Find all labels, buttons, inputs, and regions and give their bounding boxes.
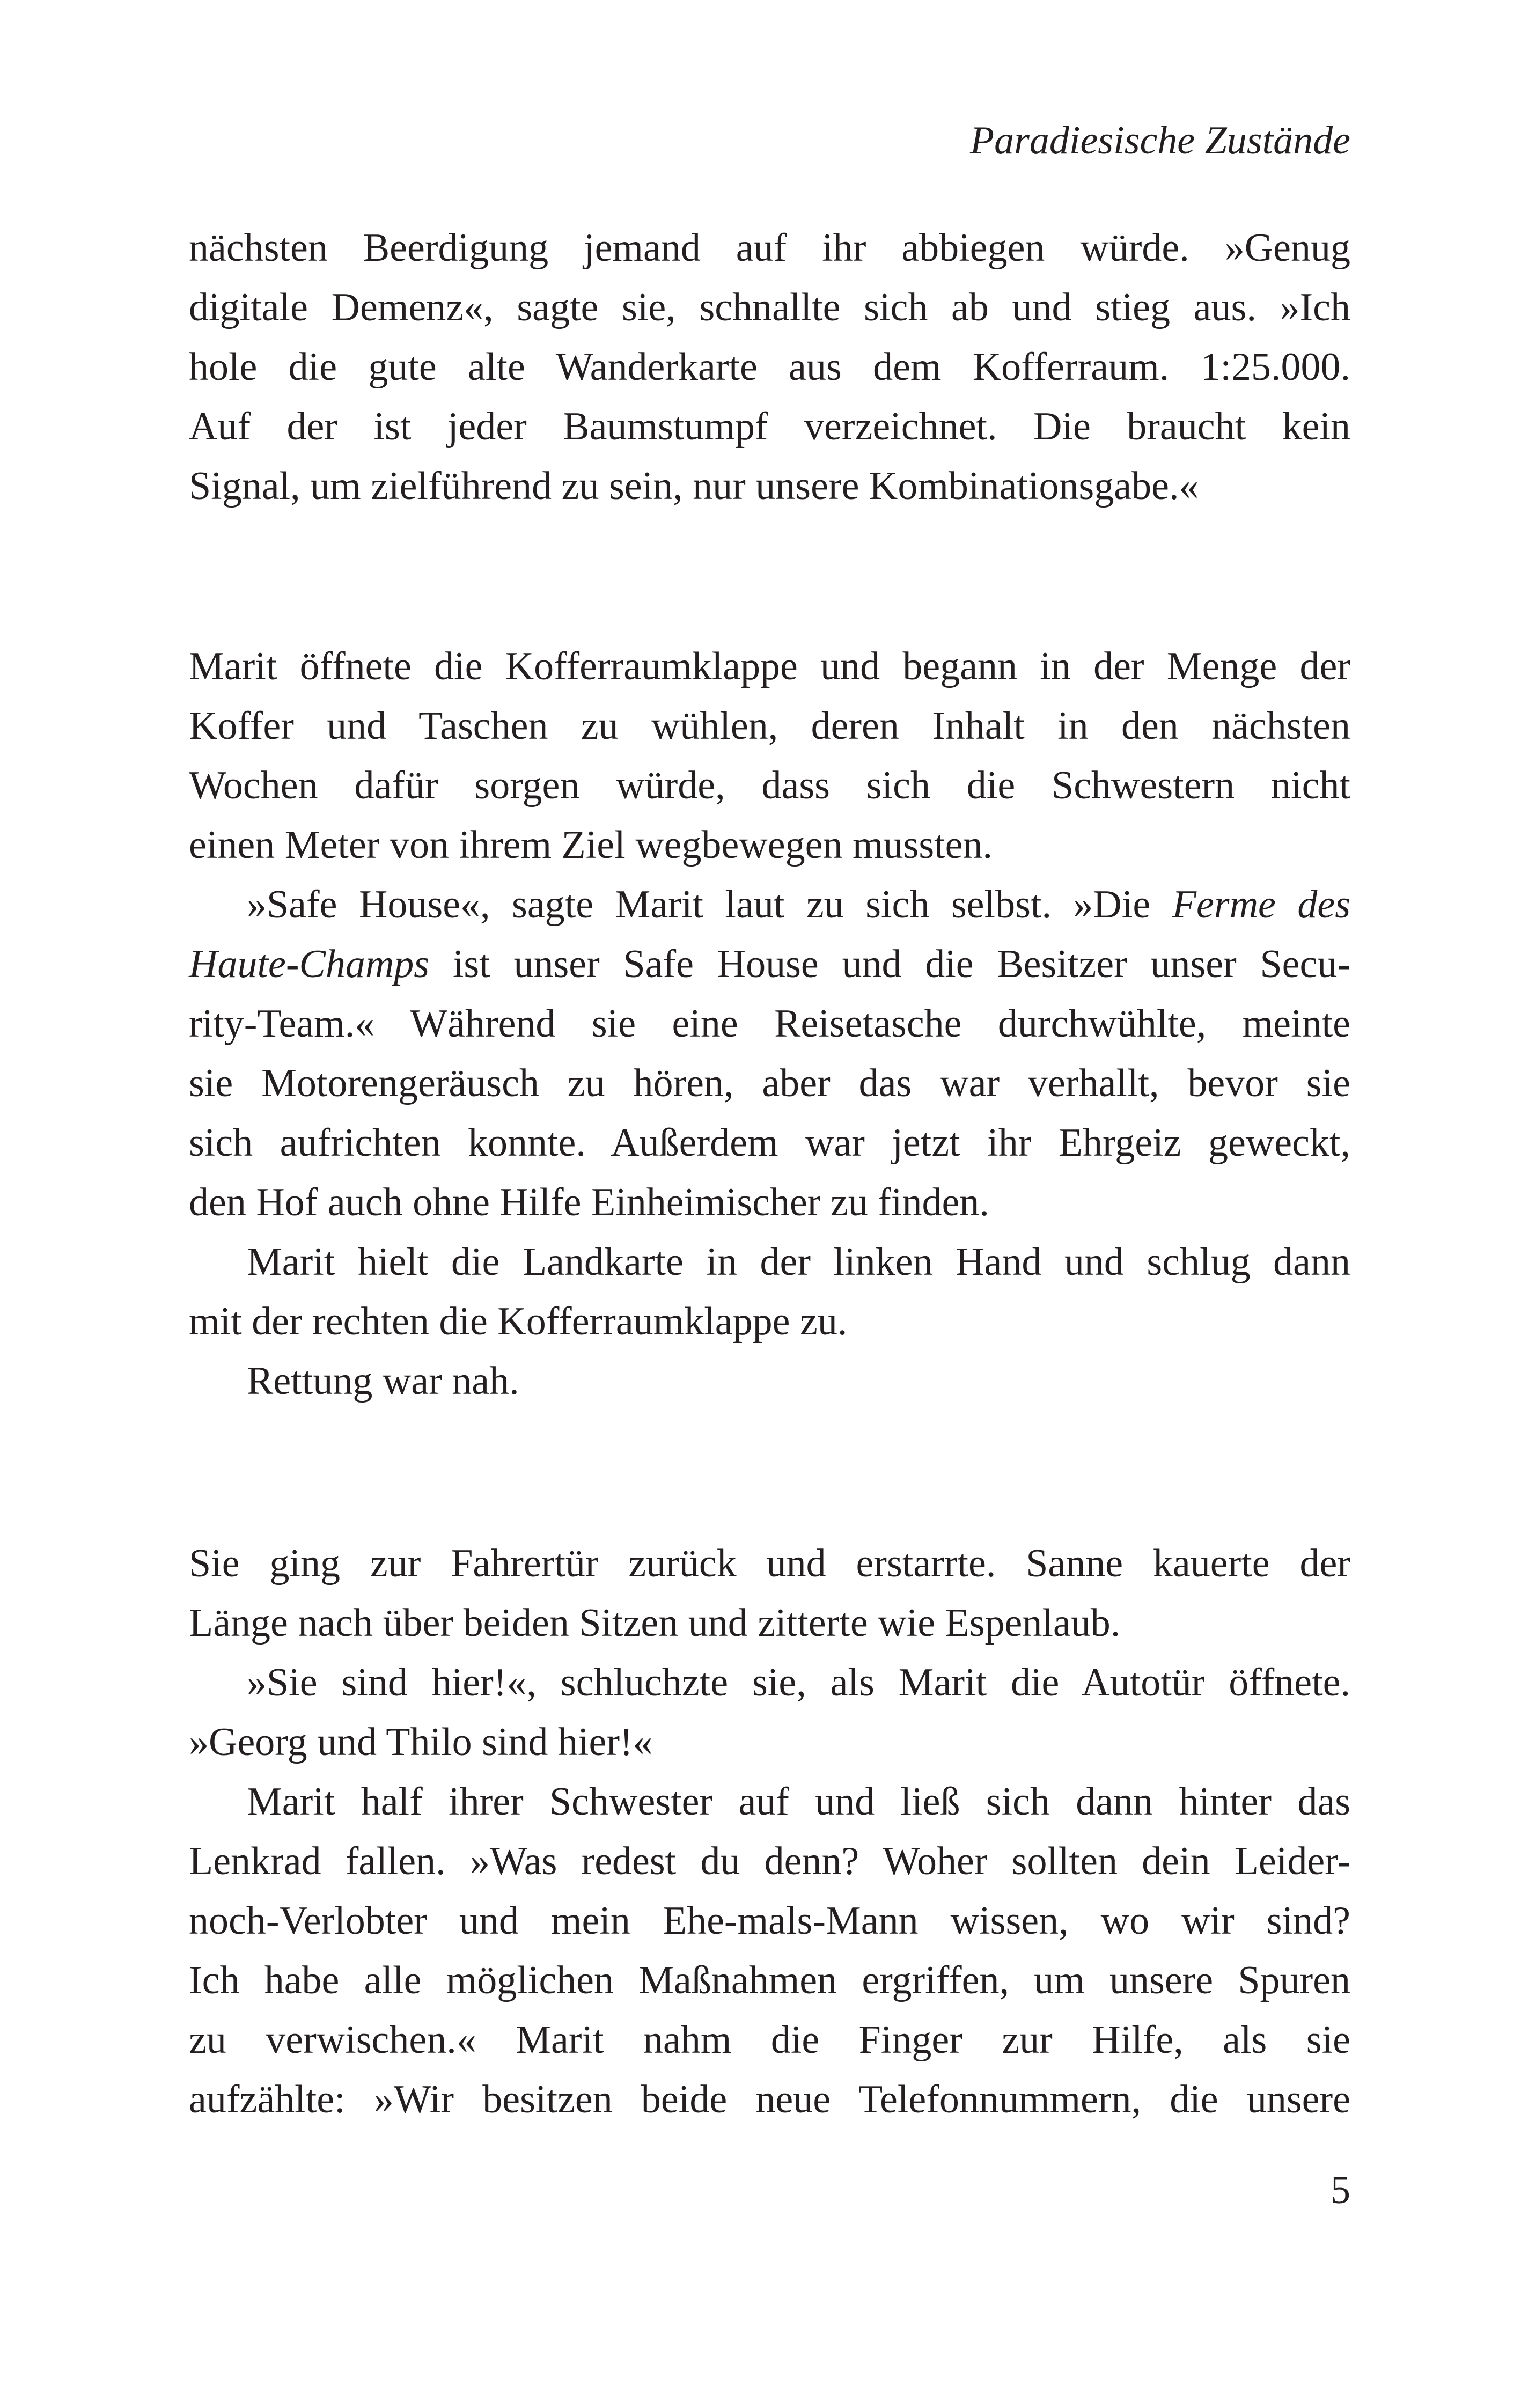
text-line: »Georg und Thilo sind hier!« xyxy=(189,1720,653,1764)
text-line: Auf der ist jeder Baumstumpf verzeichnet. Die braucht kein xyxy=(189,405,1350,449)
page-number: 5 xyxy=(1331,2168,1350,2212)
text-block-1 xyxy=(189,218,1350,516)
text-line: Marit hielt die Landkarte in der linken Hand und schlug dann xyxy=(247,1240,1350,1284)
text-line: aufzählte: »Wir besitzen beide neue Telefonnummern, die unsere xyxy=(189,2077,1350,2121)
text-line: Lenkrad fallen. »Was redest du denn? Woher sollten dein Leider- xyxy=(189,1839,1350,1883)
text-line: »Sie sind hier!«, schluchzte sie, als Marit die Autotür öffnete. xyxy=(247,1661,1350,1705)
text-line: Ich habe alle möglichen Maßnahmen ergriffen, um unsere Spuren xyxy=(189,1958,1350,2002)
text-line: Sie ging zur Fahrertür zurück und erstarrte. Sanne kauerte der xyxy=(189,1541,1350,1585)
text-block-2 xyxy=(189,637,1350,1411)
text-line: Länge nach über beiden Sitzen und zitterte wie Espenlaub. xyxy=(189,1601,1121,1645)
text-line: Wochen dafür sorgen würde, dass sich die Schwestern nicht xyxy=(189,763,1350,807)
text-line: Rettung war nah. xyxy=(247,1359,519,1403)
text-line: noch-Verlobter und mein Ehe-mals-Mann wissen, wo wir sind? xyxy=(189,1899,1350,1943)
text-line: rity-Team.« Während sie eine Reisetasche durchwühlte, meinte xyxy=(189,1002,1350,1046)
text-line: zu verwischen.« Marit nahm die Finger zur Hilfe, als sie xyxy=(189,2018,1350,2062)
text-line: mit der rechten die Kofferraumklappe zu. xyxy=(189,1300,848,1344)
text-line: hole die gute alte Wanderkarte aus dem Kofferraum. 1:25.000. xyxy=(189,345,1350,389)
text-block-3 xyxy=(189,1534,1350,2130)
text-line: Marit half ihrer Schwester auf und ließ sich dann hinter das xyxy=(247,1780,1350,1824)
text-line: Haute-Champs ist unser Safe House und die Besitzer unser Secu- xyxy=(189,942,1350,986)
running-header: Paradiesische Zustände xyxy=(969,119,1350,163)
text-line: sich aufrichten konnte. Außerdem war jetzt ihr Ehrgeiz geweckt, xyxy=(189,1121,1350,1165)
text-line: Marit öffnete die Kofferraumklappe und begann in der Menge der xyxy=(189,644,1350,688)
text-line: digitale Demenz«, sagte sie, schnallte sich ab und stieg aus. »Ich xyxy=(189,285,1350,329)
text-line: einen Meter von ihrem Ziel wegbewegen mussten. xyxy=(189,823,993,867)
text-line: Koffer und Taschen zu wühlen, deren Inhalt in den nächsten xyxy=(189,704,1350,748)
text-line: nächsten Beerdigung jemand auf ihr abbiegen würde. »Genug xyxy=(189,226,1350,270)
text-line: Signal, um zielführend zu sein, nur unsere Kombinationsgabe.« xyxy=(189,464,1199,508)
text-line: »Safe House«, sagte Marit laut zu sich selbst. »Die Ferme des xyxy=(247,883,1351,927)
text-line: den Hof auch ohne Hilfe Einheimischer zu finden. xyxy=(189,1180,989,1224)
text-line: sie Motorengeräusch zu hören, aber das war verhallt, bevor sie xyxy=(189,1061,1350,1105)
